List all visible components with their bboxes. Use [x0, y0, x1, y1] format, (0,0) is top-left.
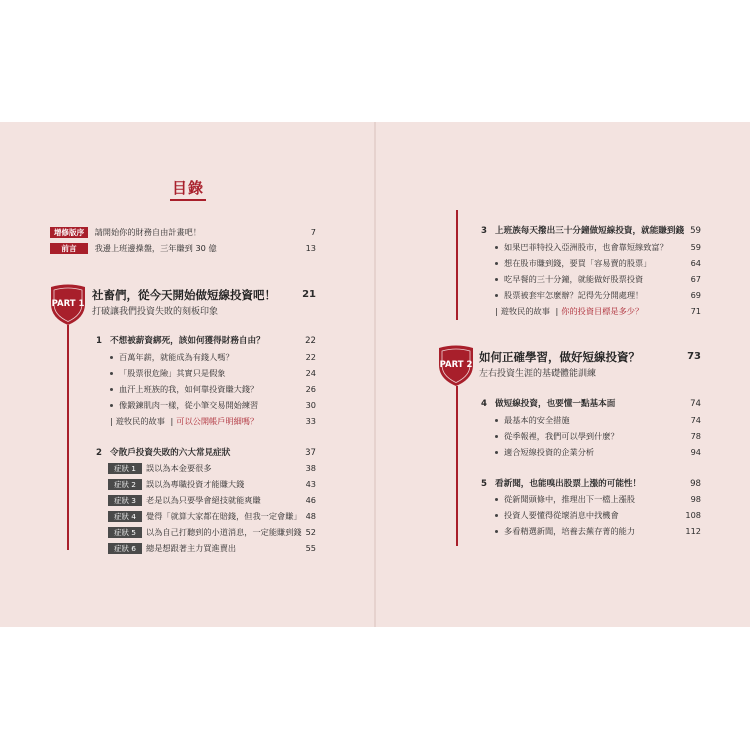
- book-gutter: [374, 122, 376, 627]
- list-item[interactable]: [110, 367, 316, 379]
- item-text: 誤以為專職投資才能賺大錢: [146, 479, 245, 489]
- list-item[interactable]: [495, 525, 701, 537]
- bullet-icon: [495, 419, 498, 422]
- list-item[interactable]: [495, 430, 701, 442]
- item-text: 如果巴菲特投入亞洲股市，也會靠短線致富？: [504, 242, 668, 252]
- list-item[interactable]: [495, 289, 701, 301]
- part1-shield-badge: [48, 282, 88, 326]
- page-number: 112: [685, 526, 701, 536]
- item-text: 適合短線投資的企業分析: [504, 447, 595, 457]
- story-prefix: 遊牧民的故事: [115, 416, 165, 426]
- chapter-title: 令散戶投資失敗的六大常見症狀: [110, 448, 231, 458]
- divider-bar-icon: |: [110, 416, 113, 426]
- item-text: 投資人要懂得從壞消息中找機會: [504, 510, 619, 520]
- symptom-row[interactable]: [108, 478, 316, 490]
- toc-title: 目錄: [171, 179, 204, 197]
- divider-bar-icon: |: [495, 306, 498, 316]
- toc-entry-intro[interactable]: [50, 242, 316, 254]
- bullet-icon: [495, 435, 498, 438]
- item-text: 血汗上班族的我，如何靠投資賺大錢？: [119, 384, 259, 394]
- item-text: 百萬年薪，就能成為有錢人嗎？: [119, 352, 234, 362]
- chapter-number: 1: [96, 336, 102, 346]
- list-item[interactable]: [495, 414, 701, 426]
- bullet-icon: [495, 451, 498, 454]
- page-number: 22: [305, 352, 316, 362]
- page-number: 59: [690, 242, 701, 252]
- page-number: 64: [690, 258, 701, 268]
- chapter-number: 5: [481, 479, 487, 489]
- symptom-tag: 症狀 5: [108, 527, 142, 538]
- page-number: 38: [305, 463, 316, 473]
- page-number: 46: [305, 495, 316, 505]
- divider-bar-icon: |: [170, 416, 174, 426]
- chapter-4-heading[interactable]: [481, 398, 701, 410]
- chapter-1-heading[interactable]: [96, 335, 316, 347]
- item-text: 從新聞頭條中，推理出下一檔上漲股: [504, 494, 636, 504]
- symptom-tag: 症狀 1: [108, 463, 142, 474]
- page-number: 7: [310, 227, 316, 237]
- page-number: 59: [690, 226, 701, 236]
- item-text: 股票被套牢怎麼辦？記得先分開處理！: [504, 290, 644, 300]
- list-item[interactable]: [110, 399, 316, 411]
- book-spread: [0, 122, 750, 627]
- symptom-tag: 症狀 4: [108, 511, 142, 522]
- part2-upper-vertical-rule: [456, 210, 458, 320]
- page-number: 26: [305, 384, 316, 394]
- symptom-tag: 症狀 6: [108, 543, 142, 554]
- bullet-icon: [110, 388, 113, 391]
- story-highlight: 你的投資目標是多少？: [561, 306, 644, 316]
- symptom-row[interactable]: [108, 510, 316, 522]
- part1-title[interactable]: 社畜們，從今天開始做短線投資吧！: [92, 288, 276, 302]
- page-number: 55: [305, 543, 316, 553]
- page-number: 108: [685, 510, 701, 520]
- page-number: 94: [690, 447, 701, 457]
- story-entry[interactable]: [110, 415, 316, 427]
- chapter-number: 3: [481, 226, 487, 236]
- page-number: 71: [690, 306, 701, 316]
- page-number: 48: [305, 511, 316, 521]
- story-entry[interactable]: [495, 305, 701, 317]
- bullet-icon: [495, 530, 498, 533]
- symptom-row[interactable]: [108, 462, 316, 474]
- page-number: 67: [690, 274, 701, 284]
- bullet-icon: [495, 278, 498, 281]
- symptom-tag: 症狀 3: [108, 495, 142, 506]
- chapter-number: 4: [481, 399, 487, 409]
- symptom-row[interactable]: [108, 542, 316, 554]
- intro-tag: 前言: [50, 243, 88, 254]
- list-item[interactable]: [495, 493, 701, 505]
- chapter-3-heading[interactable]: [481, 225, 701, 237]
- bullet-icon: [495, 246, 498, 249]
- item-text: 誤以為本金要很多: [146, 463, 212, 473]
- story-prefix: 遊牧民的故事: [500, 306, 550, 316]
- item-text: 像鍛鍊肌肉一樣，從小筆交易開始練習: [119, 400, 259, 410]
- part2-title[interactable]: 如何正確學習，做好短線投資？: [479, 350, 640, 364]
- bullet-icon: [495, 498, 498, 501]
- toc-entry-preface[interactable]: [50, 226, 316, 238]
- page-number: 52: [305, 527, 316, 537]
- page-number: 74: [690, 415, 701, 425]
- bullet-icon: [110, 404, 113, 407]
- list-item[interactable]: [495, 257, 701, 269]
- item-text: 從季報裡，我們可以學到什麼？: [504, 431, 619, 441]
- item-text: 最基本的安全措施: [504, 415, 570, 425]
- item-text: 「股票很危險」其實只是假象: [119, 368, 226, 378]
- story-highlight: 可以公開帳戶明細嗎？: [176, 416, 259, 426]
- part2-shield-badge: [436, 343, 476, 387]
- bullet-icon: [110, 356, 113, 359]
- item-text: 想在股市賺到錢，要買「容易賣的股票」: [504, 258, 652, 268]
- item-text: 覺得「就算大家都在賠錢，但我一定會賺」: [146, 511, 302, 521]
- list-item[interactable]: [495, 446, 701, 458]
- page-number: 98: [690, 494, 701, 504]
- symptom-row[interactable]: [108, 526, 316, 538]
- symptom-row[interactable]: [108, 494, 316, 506]
- divider-bar-icon: |: [555, 306, 559, 316]
- page-number: 24: [305, 368, 316, 378]
- page-number: 74: [690, 399, 701, 409]
- item-text: 多看精選新聞，培養去蕪存菁的能力: [504, 526, 636, 536]
- part2-lower-vertical-rule: [456, 386, 458, 546]
- list-item[interactable]: [495, 273, 701, 285]
- page-number: 37: [305, 448, 316, 458]
- page-number: 33: [305, 416, 316, 426]
- page-number: 43: [305, 479, 316, 489]
- list-item[interactable]: [495, 241, 701, 253]
- symptom-tag: 症狀 2: [108, 479, 142, 490]
- chapter-title: 上班族每天撥出三十分鐘做短線投資，就能賺到錢: [495, 226, 685, 236]
- title-underline: [170, 199, 206, 201]
- list-item[interactable]: [110, 351, 316, 363]
- list-item[interactable]: [110, 383, 316, 395]
- chapter-2-heading[interactable]: [96, 447, 316, 459]
- page-number: 98: [690, 479, 701, 489]
- item-text: 老是以為只要學會絕技就能爽賺: [146, 495, 261, 505]
- chapter-number: 2: [96, 448, 102, 458]
- page-number: 13: [305, 243, 316, 253]
- part2-subtitle: 左右投資生涯的基礎體能訓練: [479, 369, 597, 379]
- list-item[interactable]: [495, 509, 701, 521]
- part2-page: 73: [687, 351, 701, 362]
- part1-page: 21: [302, 289, 316, 300]
- item-text: 吃早餐的三十分鐘，就能做好股票投資: [504, 274, 644, 284]
- item-text: 以為自己打聽到的小道消息，一定能賺到錢: [146, 527, 302, 537]
- part1-badge-label: PART 1: [51, 299, 85, 309]
- part1-vertical-rule: [67, 325, 69, 550]
- chapter-5-heading[interactable]: [481, 478, 701, 490]
- bullet-icon: [495, 514, 498, 517]
- part2-badge-label: PART 2: [439, 360, 473, 370]
- part1-subtitle: 打破讓我們投資失敗的刻板印象: [92, 307, 219, 317]
- item-text: 總是想跟著主力買進賣出: [146, 543, 237, 553]
- chapter-title: 不想被薪資綁死，該如何獲得財務自由？: [110, 336, 265, 346]
- bullet-icon: [110, 372, 113, 375]
- entry-text: 請開始你的財務自由計畫吧！: [94, 227, 202, 237]
- entry-text: 我邊上班邊操盤，三年賺到 30 億: [94, 243, 217, 253]
- page-number: 78: [690, 431, 701, 441]
- page-number: 69: [690, 290, 701, 300]
- chapter-title: 看新聞，也能嗅出股票上漲的可能性！: [495, 479, 642, 489]
- chapter-title: 做短線投資，也要懂一點基本面: [495, 399, 616, 409]
- bullet-icon: [495, 262, 498, 265]
- preface-tag: 增修版序: [50, 227, 88, 238]
- page-number: 30: [305, 400, 316, 410]
- bullet-icon: [495, 294, 498, 297]
- page-number: 22: [305, 336, 316, 346]
